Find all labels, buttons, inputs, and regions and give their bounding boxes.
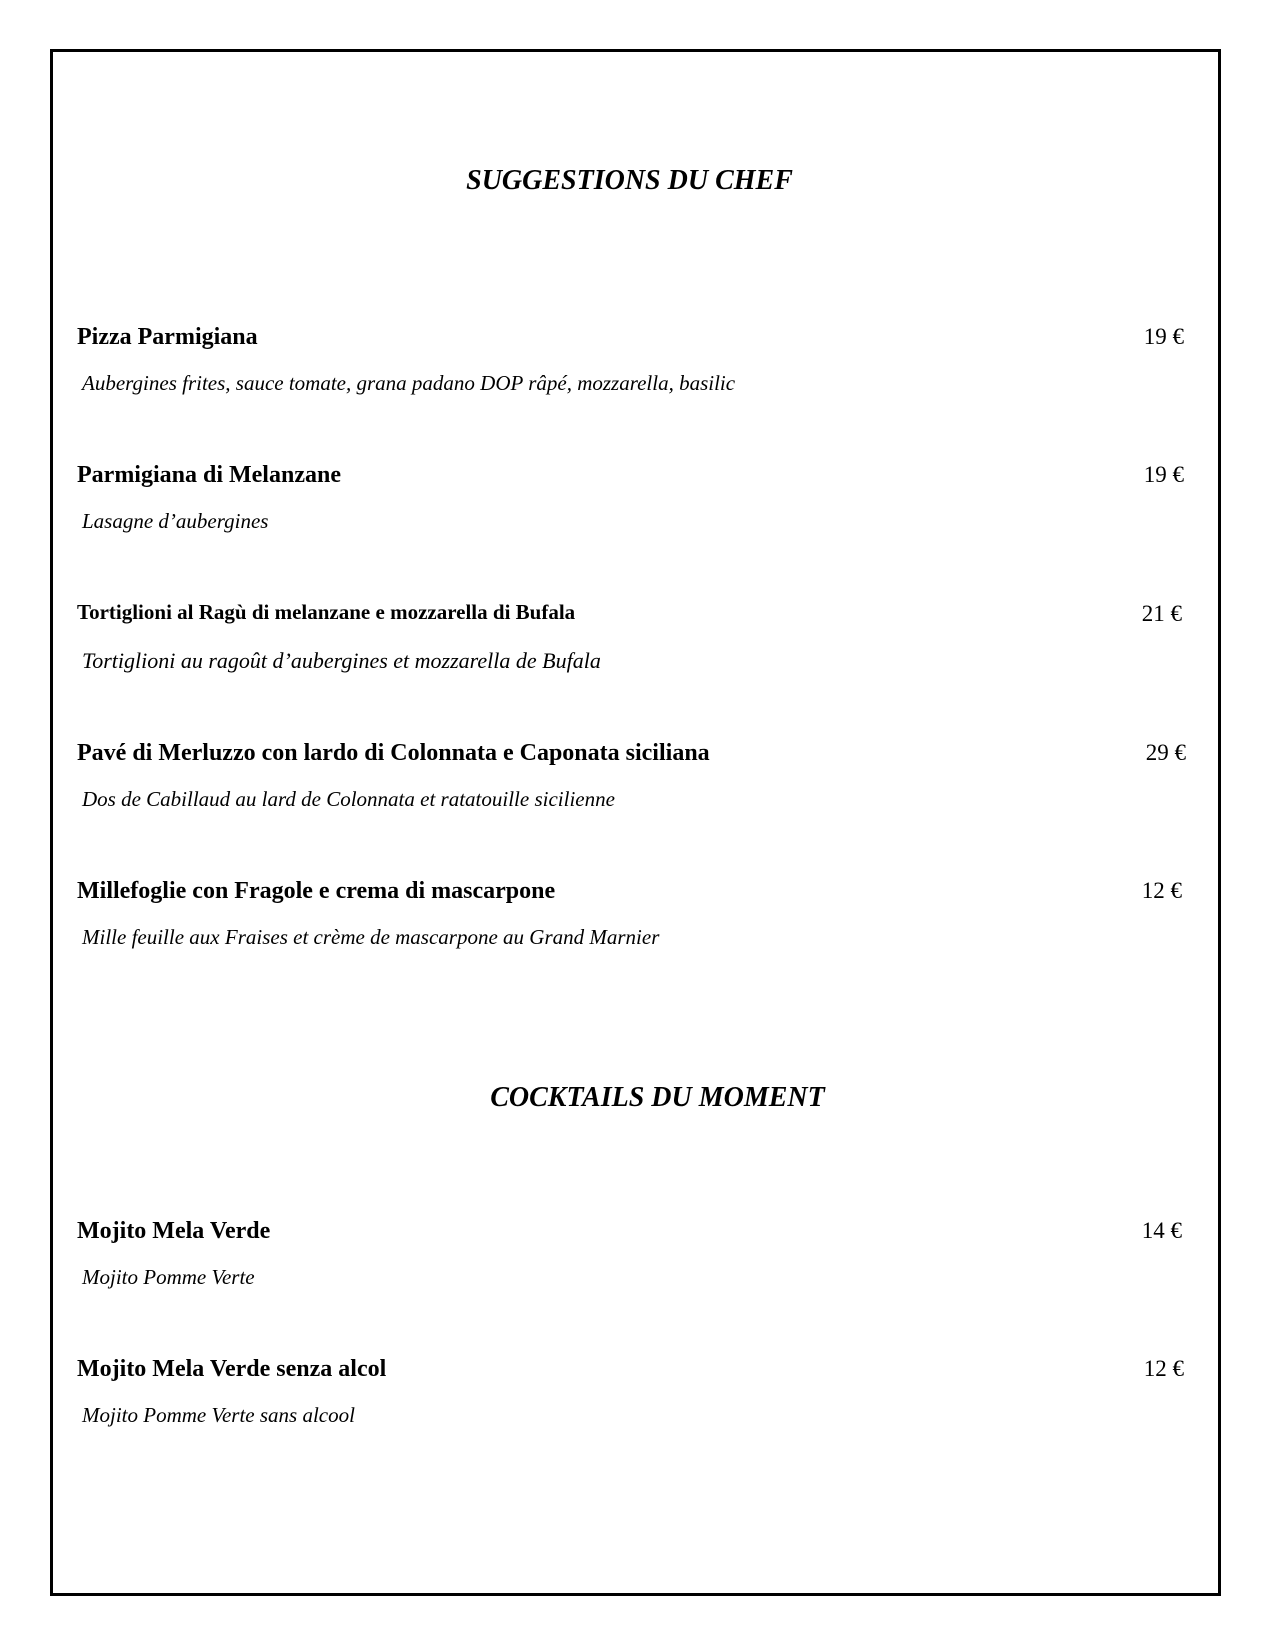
item-description: Tortiglioni au ragoût d’aubergines et mozzarella de Bufala [82,648,601,673]
item-name: Pizza Parmigiana [77,324,258,350]
section-title-suggestions: SUGGESTIONS DU CHEF [466,165,793,196]
item-description: Aubergines frites, sauce tomate, grana padano DOP râpé, mozzarella, basilic [82,371,736,395]
section-title-cocktails: COCKTAILS DU MOMENT [490,1082,825,1113]
item-name: Mojito Mela Verde senza alcol [77,1356,387,1382]
item-price: 19 € [1143,462,1184,487]
item-description: Mille feuille aux Fraises et crème de mascarpone au Grand Marnier [82,925,660,949]
item-price: 29 € [1145,740,1186,765]
item-name: Pavé di Merluzzo con lardo di Colonnata e Caponata siciliana [77,740,710,766]
item-name: Mojito Mela Verde [77,1218,271,1244]
item-price: 19 € [1143,324,1184,349]
item-description: Mojito Pomme Verte sans alcool [82,1403,355,1427]
menu-page-frame [50,49,1221,1596]
item-price: 21 € [1141,601,1182,626]
item-price: 12 € [1143,1356,1184,1381]
item-name: Parmigiana di Melanzane [77,462,341,488]
item-price: 14 € [1141,1218,1182,1243]
item-price: 12 € [1141,878,1182,903]
item-description: Dos de Cabillaud au lard de Colonnata et ratatouille sicilienne [82,787,615,811]
item-name: Millefoglie con Fragole e crema di mascarpone [77,878,556,904]
item-description: Mojito Pomme Verte [82,1265,255,1289]
item-description: Lasagne d’aubergines [82,509,269,533]
item-name: Tortiglioni al Ragù di melanzane e mozzarella di Bufala [77,600,576,624]
